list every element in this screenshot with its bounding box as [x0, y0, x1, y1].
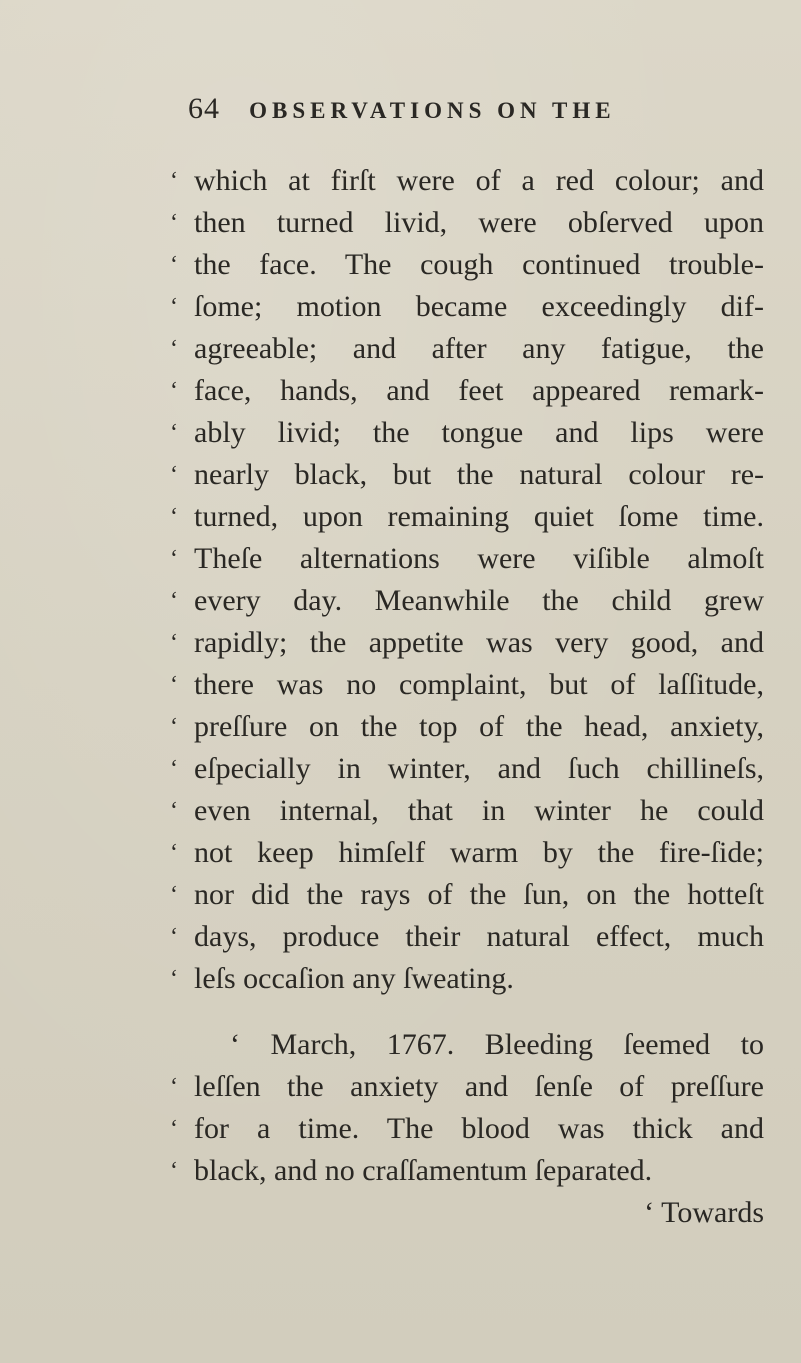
line-text: leſſen the anxiety and ſenſe of preſſure: [194, 1070, 764, 1103]
line-text: for a time. The blood was thick and: [194, 1112, 764, 1145]
line-text: ably livid; the tongue and lips were: [194, 416, 764, 449]
line-text: turned, upon remaining quiet ſome time.: [194, 500, 764, 533]
line-text: even internal, that in winter he could: [194, 794, 764, 827]
text-line: [170, 160, 770, 202]
line-text: ‘ March, 1767. Bleeding ſeemed to: [230, 1028, 764, 1061]
text-line: [170, 1150, 770, 1192]
text-line: [170, 286, 770, 328]
quote-mark: ‘: [170, 1158, 178, 1184]
quote-mark: ‘: [170, 714, 178, 740]
page-header: [188, 92, 616, 132]
line-text: days, produce their natural effect, much: [194, 920, 764, 953]
quote-mark: ‘: [170, 1116, 178, 1142]
text-line: [170, 622, 770, 664]
text-line: [170, 370, 770, 412]
text-line: [170, 538, 770, 580]
quote-mark: ‘: [170, 798, 178, 824]
line-text: black, and no craſſamentum ſeparated.: [194, 1154, 653, 1187]
quote-mark: ‘: [170, 420, 178, 446]
quote-mark: ‘: [170, 504, 178, 530]
line-text: agreeable; and after any fatigue, the: [194, 332, 764, 365]
line-text: eſpecially in winter, and ſuch chillineſs,: [194, 752, 764, 785]
line-text: nor did the rays of the ſun, on the hotteſt: [194, 878, 764, 911]
line-text: the face. The cough continued trouble-: [194, 248, 764, 281]
catchword-line: [170, 1192, 770, 1234]
line-text: then turned livid, were obſerved upon: [194, 206, 764, 239]
text-line: [170, 412, 770, 454]
paragraph-2: [170, 1024, 770, 1192]
quote-mark: ‘: [170, 1074, 178, 1100]
line-text: preſſure on the top of the head, anxiety,: [194, 710, 764, 743]
quote-mark: ‘: [170, 462, 178, 488]
paragraph-gap: [170, 1000, 770, 1024]
line-text: every day. Meanwhile the child grew: [194, 584, 764, 617]
text-line: [170, 202, 770, 244]
quote-mark: ‘: [170, 546, 178, 572]
paragraph-1: [170, 160, 770, 1000]
text-line: [170, 244, 770, 286]
body-text: [170, 160, 770, 1234]
quote-mark: ‘: [170, 210, 178, 236]
line-text: Theſe alternations were viſible almoſt: [194, 542, 764, 575]
quote-mark: ‘: [170, 252, 178, 278]
quote-mark: ‘: [170, 588, 178, 614]
line-text: there was no complaint, but of laſſitude,: [194, 668, 764, 701]
line-text: leſs occaſion any ſweating.: [194, 962, 514, 995]
line-text: nearly black, but the natural colour re-: [194, 458, 764, 491]
page-number: 64: [188, 92, 220, 125]
text-line: [170, 1066, 770, 1108]
quote-mark: ‘: [170, 882, 178, 908]
text-line: [170, 916, 770, 958]
quote-mark: ‘: [170, 756, 178, 782]
quote-mark: ‘: [170, 672, 178, 698]
text-line: [170, 874, 770, 916]
catchword: ‘ Towards: [644, 1196, 764, 1229]
line-text: face, hands, and feet appeared remark-: [194, 374, 764, 407]
quote-mark: ‘: [170, 630, 178, 656]
running-head: OBSERVATIONS ON THE: [249, 98, 616, 123]
text-line: [170, 454, 770, 496]
line-text: not keep himſelf warm by the fire-ſide;: [194, 836, 764, 869]
quote-mark: ‘: [170, 168, 178, 194]
text-line: [170, 328, 770, 370]
text-line: [170, 790, 770, 832]
text-line: [170, 832, 770, 874]
text-line: [170, 748, 770, 790]
line-text: rapidly; the appetite was very good, and: [194, 626, 764, 659]
quote-mark: ‘: [170, 924, 178, 950]
quote-mark: ‘: [170, 966, 178, 992]
line-text: ſome; motion became exceedingly dif-: [194, 290, 764, 323]
text-line: [170, 1024, 770, 1066]
quote-mark: ‘: [170, 840, 178, 866]
text-line: [170, 664, 770, 706]
quote-mark: ‘: [170, 294, 178, 320]
line-text: which at firſt were of a red colour; and: [194, 164, 764, 197]
text-line: [170, 1108, 770, 1150]
text-line: [170, 706, 770, 748]
text-line: [170, 958, 770, 1000]
text-line: [170, 496, 770, 538]
text-line: [170, 580, 770, 622]
quote-mark: ‘: [170, 378, 178, 404]
quote-mark: ‘: [170, 336, 178, 362]
